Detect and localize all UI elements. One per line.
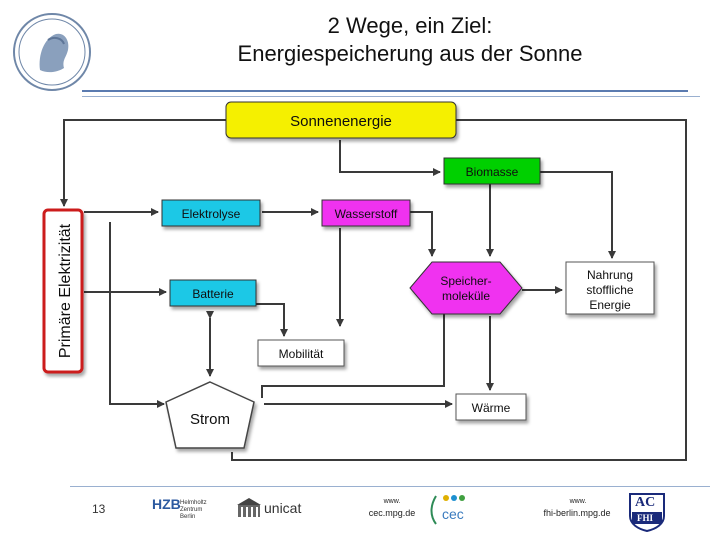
fhi-www: www. bbox=[569, 498, 587, 505]
cec-logo-text: cec bbox=[442, 506, 464, 522]
label-sonnenenergie: Sonnenenergie bbox=[290, 113, 392, 130]
label-biomasse: Biomasse bbox=[465, 165, 519, 179]
label-primaere-elektrizitaet: Primäre Elektrizität bbox=[57, 223, 74, 359]
page-number: 13 bbox=[92, 502, 106, 516]
label-batterie: Batterie bbox=[192, 287, 234, 301]
label-nahrung-line1: Nahrung bbox=[586, 268, 634, 282]
node-biomasse bbox=[444, 158, 540, 184]
hzb-logo bbox=[152, 496, 212, 520]
arrow-primaer-strom bbox=[110, 222, 164, 404]
cec-logo bbox=[428, 492, 474, 528]
unicat-logo bbox=[236, 496, 316, 522]
label-speicher-line1: Speicher- bbox=[440, 274, 492, 288]
label-elektrolyse: Elektrolyse bbox=[181, 207, 241, 221]
hzb-logo-text: HZB bbox=[152, 496, 181, 512]
node-mobilitaet bbox=[258, 340, 344, 366]
node-speichermolekuele bbox=[410, 262, 522, 314]
label-speicher-line2: moleküle bbox=[441, 289, 491, 303]
label-waerme: Wärme bbox=[471, 401, 511, 415]
node-strom bbox=[166, 382, 254, 448]
title-line-1: 2 Wege, ein Ziel: bbox=[327, 13, 493, 38]
node-sonnenenergie bbox=[226, 102, 456, 138]
label-wasserstoff: Wasserstoff bbox=[334, 207, 398, 221]
arrow-batterie-mobilitaet bbox=[256, 304, 284, 336]
title-line-2: Energiespeicherung aus der Sonne bbox=[237, 41, 583, 66]
unicat-text: unicat bbox=[264, 500, 302, 516]
node-waerme bbox=[456, 394, 526, 420]
ac-fhi-logo bbox=[628, 492, 666, 532]
label-mobilitaet: Mobilität bbox=[278, 347, 324, 361]
footer-rule bbox=[70, 486, 710, 487]
node-primaere-elektrizitaet bbox=[44, 210, 82, 372]
arrow-sonne-biomasse bbox=[340, 140, 440, 172]
node-wasserstoff bbox=[322, 200, 410, 226]
cec-www: www. bbox=[383, 498, 401, 505]
ac-logo-text: AC bbox=[635, 495, 656, 510]
cec-url[interactable]: cec.mpg.de bbox=[368, 508, 416, 518]
arrow-wasserstoff-speicher bbox=[410, 212, 432, 256]
label-nahrung-line2: stoffliche bbox=[586, 283, 634, 297]
unicat-building-icon bbox=[236, 496, 262, 520]
node-nahrung bbox=[566, 262, 654, 314]
hzb-logo-subtext: Helmholtz Zentrum Berlin bbox=[180, 500, 207, 520]
label-nahrung-line3: Energie bbox=[589, 298, 631, 312]
fhi-logo-text: FHI bbox=[637, 513, 654, 523]
node-elektrolyse bbox=[162, 200, 260, 226]
label-strom: Strom bbox=[189, 411, 231, 428]
fhi-url[interactable]: fhi-berlin.mpg.de bbox=[543, 508, 611, 518]
node-batterie bbox=[170, 280, 256, 306]
arrow-sonne-primaer bbox=[64, 120, 228, 206]
arrow-biomasse-nahrung bbox=[540, 172, 612, 258]
